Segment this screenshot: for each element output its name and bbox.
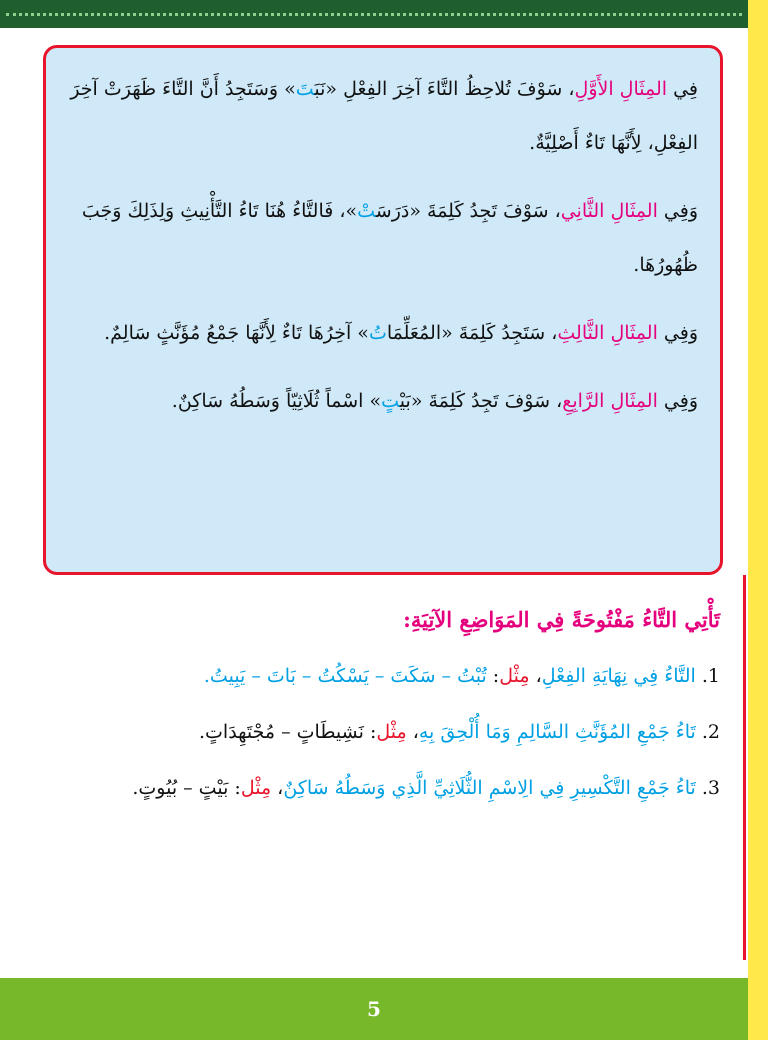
rule-3 <box>40 760 720 816</box>
rule-3-examples: بَيْتٍ – بُيُوتٍ. <box>132 777 229 799</box>
p3-lead: وَفِي <box>657 322 698 344</box>
p4-taa: تٍ <box>381 390 400 412</box>
example-paragraph-2 <box>68 184 698 292</box>
rule-3-sep: ، <box>271 777 284 799</box>
rule-1-number: 1. <box>695 665 720 687</box>
p2-tail: »، فَالتَّاءُ هُنَا تَاءُ التَّأْنِيثِ وَلِذَلِكَ وَجَبَ ظُهُورُهَا. <box>81 200 698 276</box>
p3-text: ، سَتَجِدُ كَلِمَةَ «المُعَلِّمَا <box>386 322 558 344</box>
rule-2-number: 2. <box>695 721 720 743</box>
example-paragraph-3 <box>68 306 698 360</box>
p2-highlight: المِثَالِ الثَّانِي <box>560 200 658 222</box>
rules-side-bracket <box>743 575 746 960</box>
example-paragraph-1 <box>68 62 698 170</box>
p1-tail: » وَسَتَجِدُ أَنَّ التَّاءَ ظَهَرَتْ آخِرَ الفِعْلِ، لِأَنَّهَا تَاءٌ أَصْلِيَّةٌ. <box>70 78 698 154</box>
rule-2-mithl: مِثْل <box>376 721 407 743</box>
p4-highlight: المِثَالِ الرَّابِعِ <box>562 390 658 412</box>
p4-tail: » اسْماً ثُلَاثِيّاً وَسَطُهُ سَاكِنٌ. <box>171 390 382 412</box>
rules-section <box>40 598 720 816</box>
rule-1-title: التَّاءُ فِي نِهَايَةِ الفِعْلِ <box>541 665 696 687</box>
p1-lead: فِي <box>667 78 698 100</box>
rule-2-title: تَاءُ جَمْعِ المُؤَنَّثِ السَّالِمِ وَمَا أُلْحِقَ بِهِ <box>418 721 696 743</box>
p4-lead: وَفِي <box>657 390 698 412</box>
rule-1-mithl: مِثْل <box>499 665 530 687</box>
p3-tail: » آخِرُهَا تَاءٌ لِأَنَّهَا جَمْعُ مُؤَنَّثٍ سَالِمٌ. <box>104 322 369 344</box>
p3-highlight: المِثَالِ الثَّالِثِ <box>557 322 658 344</box>
p2-text: ، سَوْفَ تَجِدُ كَلِمَةَ «دَرَسَ <box>375 200 561 222</box>
top-header-bar <box>0 0 748 28</box>
rule-3-colon: : <box>228 777 241 799</box>
rule-1-examples: تُبْتُ – سَكَتَ – يَسْكُتُ – بَاتَ – يَبِيتُ. <box>203 665 487 687</box>
p2-lead: وَفِي <box>657 200 698 222</box>
rule-3-number: 3. <box>695 777 720 799</box>
rules-heading: تَأْتِي التَّاءُ مَفْتُوحَةً فِي المَوَاضِعِ الآتِيَةِ: <box>403 607 720 632</box>
rule-1-colon: : <box>486 665 500 687</box>
page-number: 5 <box>367 997 381 1021</box>
p1-highlight: المِثَالِ الأَوَّلِ <box>574 78 668 100</box>
rule-3-title: تَاءُ جَمْعِ التَّكْسِيرِ فِي الِاسْمِ الثُّلَاثِيِّ الَّذِي وَسَطُهُ سَاكِنٌ <box>283 777 696 799</box>
p4-text: ، سَوْفَ تَجِدُ كَلِمَةَ «بَيْ <box>399 390 563 412</box>
rule-2-colon: : <box>363 721 377 743</box>
explanation-box <box>43 45 723 575</box>
p1-taa: تَ <box>295 78 315 100</box>
rule-2-examples: نَشِيطَاتٍ – مُجْتَهِدَاتٍ. <box>198 721 364 743</box>
p2-taa: تْ <box>357 200 376 222</box>
example-paragraph-4 <box>68 374 698 428</box>
rule-3-mithl: مِثْل <box>240 777 272 799</box>
dotted-divider <box>6 13 742 16</box>
rule-1 <box>40 648 720 704</box>
rule-1-sep: ، <box>529 665 542 687</box>
p1-text: ، سَوْفَ تُلاحِظُ التَّاءَ آخِرَ الفِعْلِ «نَبَ <box>314 78 575 100</box>
rule-2-sep: ، <box>406 721 419 743</box>
page-footer <box>0 978 748 1040</box>
p3-taa: تُ <box>368 322 387 344</box>
side-stripe <box>748 0 768 1040</box>
rule-2 <box>40 704 720 760</box>
